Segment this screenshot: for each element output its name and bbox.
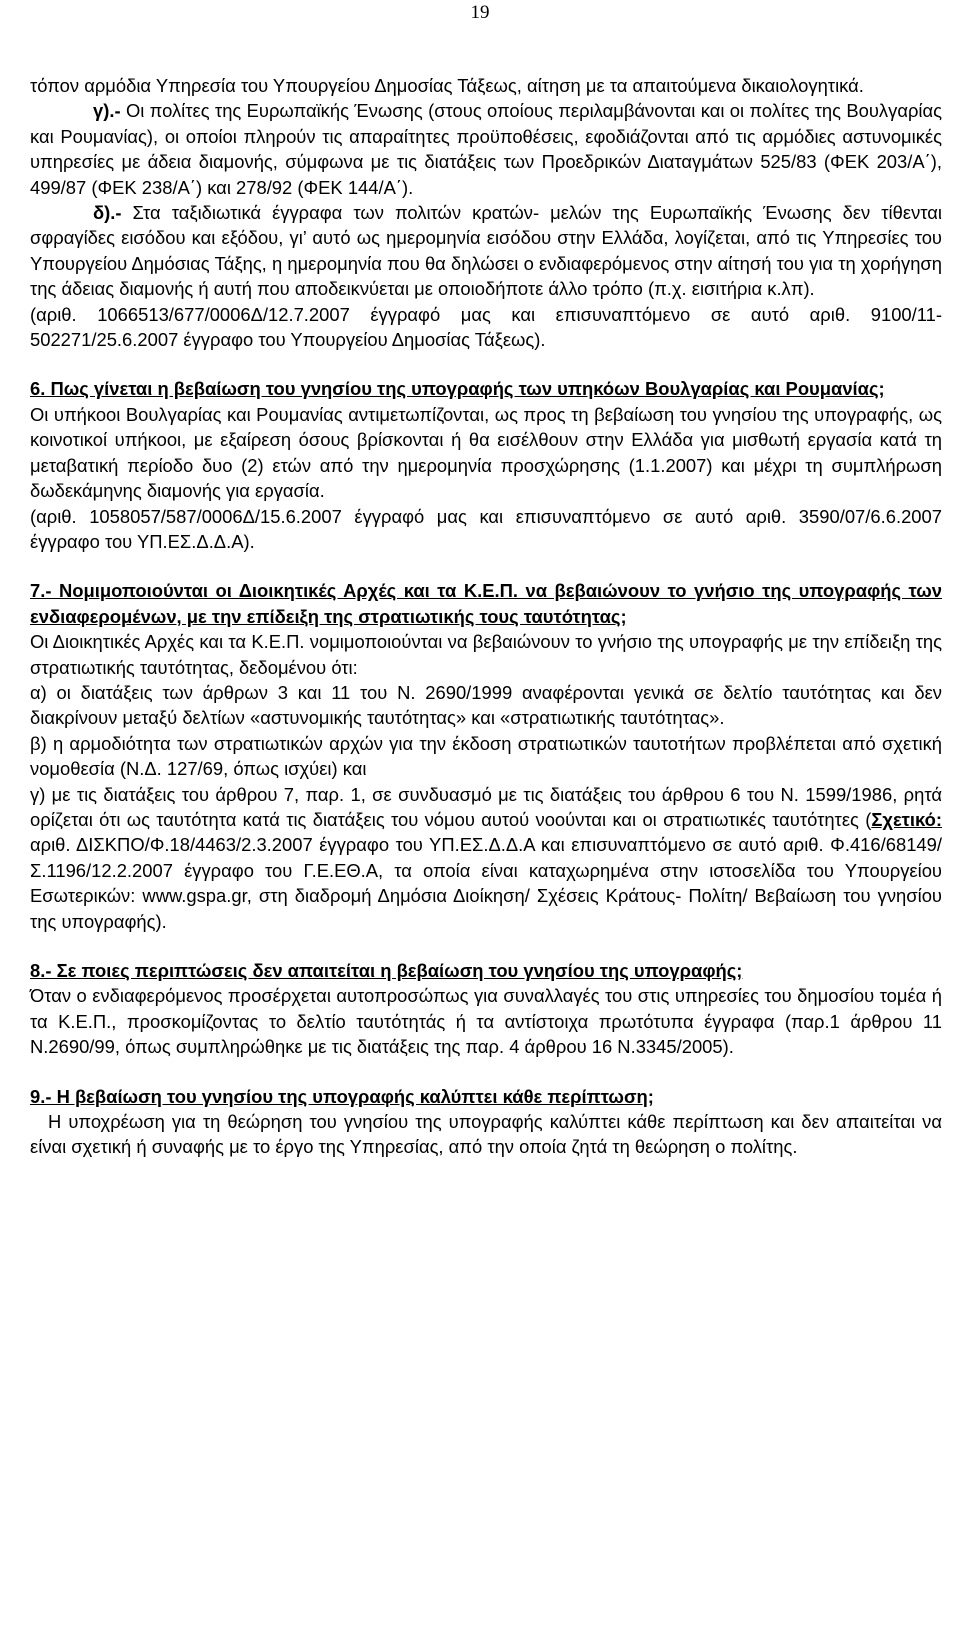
delta-text: Στα ταξιδιωτικά έγγραφα των πολιτών κρατών- μελών της Ευρωπαϊκής Ένωσης δεν τίθενται σφραγίδες εισόδου και εξόδου, γι’ αυτό ως ημερομηνία εισόδου στην Ελλάδα, λογίζεται, από τις Υπηρεσίες του Υπουργείου Δημόσιας Τάξης, η ημερομηνία που θα δηλώσει ο ενδιαφερόμενος στην αίτησή του για τη χορήγηση της άδειας διαμονής ή αυτή που αποδεικνύεται με οποιοδήποτε άλλο τρόπο (π.χ. εισιτήρια κ.λπ). [30, 202, 942, 300]
section-6-body: Οι υπήκοοι Βουλγαρίας και Ρουμανίας αντιμετωπίζονται, ως προς τη βεβαίωση του γνησίου της υπογραφής, ως κοινοτικοί υπήκοοι, με εξαίρεση όσους βρίσκονται ή θα εισέλθουν στην Ελλάδα για μισθωτή εργασία κατά τη μεταβατική περίοδο δυο (2) ετών από την ημερομηνία προσχώρησης (1.1.2007) και μέχρι τη συμπλήρωση δωδεκάμηνης διαμονής για εργασία. [30, 403, 942, 502]
section-8-body: Όταν ο ενδιαφερόμενος προσέρχεται αυτοπροσώπως για συναλλαγές του στις υπηρεσίες του δημοσίου τομέα ή τα Κ.Ε.Π., προσκομίζοντας το δελτίο ταυτότητάς ή τα αντίστοιχα πρωτότυπα έγγραφα (παρ.1 άρθρου 11 Ν.2690/99, όπως συμπληρώθηκε με τις διατάξεις της παρ. 4 άρθρου 16 Ν.3345/2005). [30, 985, 942, 1058]
paragraph-gamma [30, 98, 942, 200]
section-9-body: Η υποχρέωση για τη θεώρηση του γνησίου της υπογραφής καλύπτει κάθε περίπτωση και δεν απαιτείται να είναι σχετική ή συναφής με το έργο της Υπηρεσίας, από την οποία ζητά τη θεώρηση ο πολίτης. [30, 1111, 942, 1158]
gamma-label: γ).- [93, 100, 121, 122]
section-7-item-b: β) η αρμοδιότητα των στρατιωτικών αρχών για την έκδοση στρατιωτικών ταυτοτήτων προβλέπεται από σχετική νομοθεσία (Ν.Δ. 127/69, όπως ισχύει) και [30, 732, 942, 780]
related-label: Σχετικό: [871, 808, 942, 830]
delta-label: δ).- [93, 202, 122, 224]
document-body [30, 73, 942, 1160]
section-8-heading: 8.- Σε ποιες περιπτώσεις δεν απαιτείται η βεβαίωση του γνησίου της υπογραφής; [30, 960, 743, 981]
item-c-text-end: αριθ. ΔΙΣΚΠΟ/Φ.18/4463/2.3.2007 έγγραφο του ΥΠ.ΕΣ.Δ.Δ.Α και επισυναπτόμενο σε αυτό αριθ. Φ.416/68149/Σ.1196/12.2.2007 έγγραφο του Γ.Ε.ΕΘ.Α, τα οποία είναι καταχωρημένα στην ιστοσελίδα του Υπουργείου Εσωτερικών: www.gspa.gr, στη διαδρομή Δημόσια Διοίκηση/ Σχέσεις Κράτους- Πολίτη/ Βεβαίωση του γνησίου της υπογραφής). [30, 834, 942, 932]
page-number: 19 [470, 2, 490, 23]
paragraph-delta [30, 200, 942, 302]
intro-paragraph: τόπον αρμόδια Υπηρεσία του Υπουργείου Δημοσίας Τάξεως, αίτηση με τα απαιτούμενα δικαιολογητικά. [30, 75, 864, 96]
section-6-reference: (αριθ. 1058057/587/0006Δ/15.6.2007 έγγραφό μας και επισυναπτόμενο σε αυτό αριθ. 3590/07/6.6.2007 έγγραφο του ΥΠ.ΕΣ.Δ.Δ.Α). [30, 505, 942, 552]
delta-reference: (αριθ. 1066513/677/0006Δ/12.7.2007 έγγραφό μας και επισυναπτόμενο σε αυτό αριθ. 9100/11-502271/25.6.2007 έγγραφο του Υπουργείου Δημοσίας Τάξεως). [30, 303, 942, 351]
section-7-item-a: α) οι διατάξεις των άρθρων 3 και 11 του Ν. 2690/1999 αναφέρονται γενικά σε δελτίο ταυτότητας και δεν διακρίνουν μεταξύ δελτίων «αστυνομικής ταυτότητας» και «στρατιωτικής ταυτότητας». [30, 681, 942, 729]
item-c-text-start: γ) με τις διατάξεις του άρθρου 7, παρ. 1, σε συνδυασμό με τις διατάξεις του άρθρου 6 του Ν. 1599/1986, ρητά ορίζεται ότι ως ταυτότητα κατά τις διατάξεις του νόμου αυτού νοούνται και οι στρατιωτικές ταυτότητες ( [30, 783, 942, 830]
gamma-text: Οι πολίτες της Ευρωπαϊκής Ένωσης (στους οποίους περιλαμβάνονται και οι πολίτες της Βουλγαρίας και Ρουμανίας), οι οποίοι πληρούν τις απαραίτητες προϋποθέσεις, εφοδιάζονται από τις αρμόδιες αστυνομικές υπηρεσίες με άδεια διαμονής, σύμφωνα με τις διατάξεις των Προεδρικών Διαταγμάτων 525/83 (ΦΕΚ 203/Α΄), 499/87 (ΦΕΚ 238/Α΄) και 278/92 (ΦΕΚ 144/Α΄). [30, 100, 942, 198]
section-6-heading: 6. Πως γίνεται η βεβαίωση του γνησίου της υπογραφής των υπηκόων Βουλγαρίας και Ρουμανίας; [30, 378, 885, 400]
section-7-item-c [30, 782, 942, 934]
section-9-heading: 9.- Η βεβαίωση του γνησίου της υπογραφής καλύπτει κάθε περίπτωση; [30, 1085, 654, 1107]
section-7-heading: 7.- Νομιμοποιούνται οι Διοικητικές Αρχές και τα Κ.Ε.Π. να βεβαιώνουν το γνήσιο της υπογραφής των ενδιαφερομένων, με την επίδειξη της στρατιωτικής τους ταυτότητας; [30, 580, 942, 627]
section-7-intro: Οι Διοικητικές Αρχές και τα Κ.Ε.Π. νομιμοποιούνται να βεβαιώνουν το γνήσιο της υπογραφής με την επίδειξη της στρατιωτικής ταυτότητας, δεδομένου ότι: [30, 631, 942, 678]
